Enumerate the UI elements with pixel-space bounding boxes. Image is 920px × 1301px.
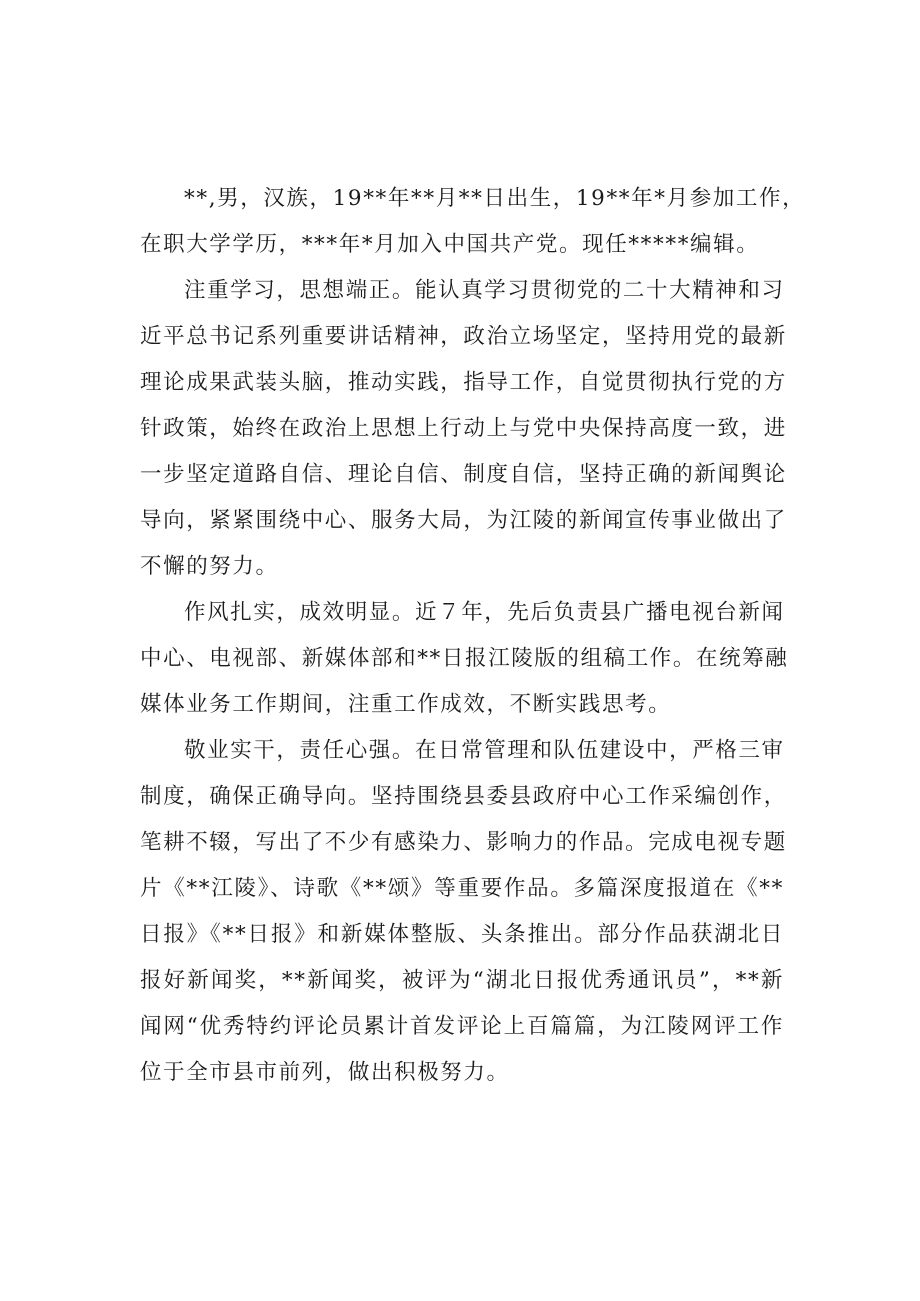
text-line: 制度，确保正确导向。坚持围绕县委县政府中心工作采编创作， bbox=[140, 784, 787, 809]
text-line: 注重学习，思想端正。能认真学习贯彻党的二十大精神和习 bbox=[184, 278, 785, 303]
text-line: 近平总书记系列重要讲话精神，政治立场坚定，坚持用党的最新 bbox=[140, 324, 787, 349]
text-line: 笔耕不辍，写出了不少有感染力、影响力的作品。完成电视专题 bbox=[140, 830, 787, 855]
paragraph-dedication bbox=[140, 728, 787, 1096]
text-line: 导向，紧紧围绕中心、服务大局，为江陵的新闻宣传事业做出了 bbox=[140, 508, 787, 533]
text-line: 在职大学学历，***年*月加入中国共产党。现任*****编辑。 bbox=[140, 232, 760, 257]
text-line: 针政策，始终在政治上思想上行动上与党中央保持高度一致，进 bbox=[140, 416, 787, 441]
paragraph-study bbox=[140, 268, 787, 590]
text-line: 闻网“优秀特约评论员累计首发评论上百篇篇，为江陵网评工作 bbox=[140, 1014, 784, 1039]
text-line: 位于全市县市前列，做出积极努力。 bbox=[140, 1060, 510, 1085]
text-line: 理论成果武装头脑，推动实践，指导工作，自觉贯彻执行党的方 bbox=[140, 370, 787, 395]
text-line: 报好新闻奖，**新闻奖，被评为“湖北日报优秀通讯员”，**新 bbox=[140, 968, 784, 993]
text-line: 一步坚定道路自信、理论自信、制度自信，坚持正确的新闻舆论 bbox=[140, 462, 787, 487]
text-line: 片《**江陵》、诗歌《**颂》等重要作品。多篇深度报道在《** bbox=[140, 876, 784, 901]
text-line: 作风扎实，成效明显。近７年，先后负责县广播电视台新闻 bbox=[184, 600, 785, 625]
text-line: 中心、电视部、新媒体部和**日报江陵版的组稿工作。在统筹融 bbox=[140, 646, 789, 671]
text-line: **,男，汉族，19**年**月**日出生，19**年*月参加工作， bbox=[184, 186, 806, 211]
text-line: 敬业实干，责任心强。在日常管理和队伍建设中，严格三审 bbox=[184, 738, 785, 763]
text-line: 日报》《**日报》和新媒体整版、头条推出。部分作品获湖北日 bbox=[140, 922, 784, 947]
paragraph-work-style bbox=[140, 590, 789, 728]
text-line: 媒体业务工作期间，注重工作成效，不断实践思考。 bbox=[140, 692, 672, 717]
paragraph-personal-info bbox=[140, 176, 806, 268]
document-body bbox=[140, 176, 806, 1096]
text-line: 不懈的努力。 bbox=[140, 554, 279, 579]
